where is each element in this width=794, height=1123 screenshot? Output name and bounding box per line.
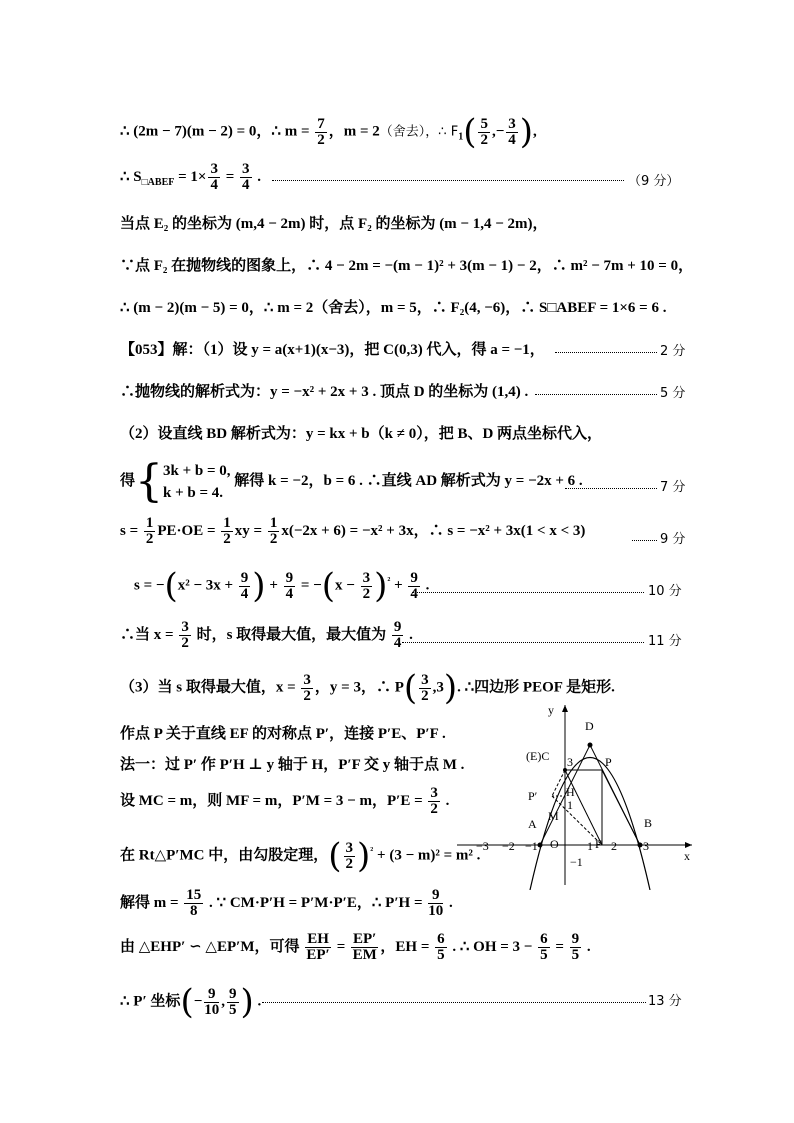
solution-line-20: ∴ P′ 坐标(− $\frac{9}{10}$ , $\frac{9}{5}$ ) . bbox=[120, 982, 262, 1022]
label-p: P bbox=[605, 755, 612, 769]
solution-line-19: 由 △EHP′ ∽ △EP′M，可得 $\frac{EH}{EP'}$ = $\frac{EP'}{EM}$ ，EH = $\frac{6}{5}$ . ∴ OH = 3 − $\frac{6}{5}$ = $\frac{9}{5}$ . bbox=[120, 931, 591, 963]
label-ec: (E)C bbox=[526, 749, 550, 763]
score-label: 5 分 bbox=[660, 386, 686, 401]
solution-line-9: 得{ 3k + b = 0, k + b = 4. 解得 k = −2，b = 6 . ∴直线 AD 解析式为 y = −2x + 6 . bbox=[120, 456, 583, 507]
label-p-prime: P′ bbox=[528, 789, 538, 803]
solution-line-5: ∴ (m − 2)(m − 5) = 0，∴ m = 2（舍去），m = 5，∴ F₂(4, −6)，∴ S□ABEF = 1×6 = 6 . bbox=[120, 300, 667, 316]
dotted-leader bbox=[632, 540, 657, 541]
label-o: O bbox=[550, 837, 559, 851]
dotted-leader bbox=[565, 488, 657, 489]
solution-line-6: 【053】解：（1）设 y = a(x+1)(x−3)，把 C(0,3) 代入，得 a = −1， bbox=[120, 342, 545, 358]
dotted-leader bbox=[262, 1002, 646, 1003]
x-axis-arrow bbox=[685, 842, 692, 848]
tick-3: 3 bbox=[643, 839, 649, 853]
score-label: 2 分 bbox=[660, 344, 686, 359]
solution-line-17: 在 Rt△P′MC 中，由勾股定理，( $\frac{3}{2}$ )$^{^2}$ + (3 − m)² = m² . bbox=[120, 836, 481, 876]
solution-line-3: 当点 E₂ 的坐标为 (m,4 − 2m) 时，点 F₂ 的坐标为 (m − 1,4 − 2m)， bbox=[120, 216, 548, 232]
solution-line-12: ∴当 x = $\frac{3}{2}$ 时，s 取得最大值，最大值为 $\frac{9}{4}$ . bbox=[120, 619, 413, 651]
tick-y-3: 3 bbox=[567, 755, 573, 769]
point-b bbox=[638, 843, 643, 848]
dotted-leader bbox=[272, 180, 624, 181]
label-b: B bbox=[644, 816, 653, 830]
solution-line-14: 作点 P 关于直线 EF 的对称点 P′，连接 P′E、P′F . bbox=[120, 726, 446, 742]
label-h: H bbox=[566, 785, 575, 799]
parabola-diagram bbox=[452, 700, 702, 890]
label-y: y bbox=[548, 703, 554, 717]
dotted-leader bbox=[555, 352, 657, 353]
label-one-y: 1 bbox=[567, 798, 573, 812]
tick-minus-1: −1 bbox=[525, 839, 538, 853]
segment-ep-prime bbox=[552, 770, 565, 796]
point-d bbox=[588, 743, 593, 748]
solution-line-18: 解得 m = $\frac{15}{8}$ . ∵ CM·P′H = P′M·P′E，∴ P′H = $\frac{9}{10}$ . bbox=[120, 887, 453, 919]
segment-pb bbox=[602, 770, 640, 845]
label-a: A bbox=[528, 817, 537, 831]
dotted-leader bbox=[402, 642, 644, 643]
solution-line-8: （2）设直线 BD 解析式为：y = kx + b（k ≠ 0），把 B、D 两点坐标代入， bbox=[120, 426, 603, 442]
label-m: M bbox=[548, 809, 559, 823]
score-label: 10 分 bbox=[648, 584, 682, 599]
point-a bbox=[538, 843, 543, 848]
solution-line-13: （3）当 s 取得最大值，x = $\frac{3}{2}$ ，y = 3，∴ P( $\frac{3}{2}$ ,3). ∴四边形 PEOF 是矩形. bbox=[120, 668, 615, 708]
score-label: 7 分 bbox=[660, 480, 686, 495]
solution-line-7: ∴抛物线的解析式为：y = −x² + 2x + 3 . 顶点 D 的坐标为 (1,4) . bbox=[120, 384, 529, 400]
tick-2: 2 bbox=[611, 839, 617, 853]
y-axis-arrow bbox=[562, 705, 568, 712]
label-d: D bbox=[585, 719, 594, 733]
tick-minus-2: −2 bbox=[502, 839, 515, 853]
solution-line-10: s = $\frac{1}{2}$ PE·OE = $\frac{1}{2}$ xy = $\frac{1}{2}$ x(−2x + 6) = −x² + 3x，∴ s = −x² + 3x(1 < x < 3) bbox=[120, 515, 586, 547]
solution-line-16: 设 MC = m，则 MF = m，P′M = 3 − m，P′E = $\frac{3}{2}$ . bbox=[120, 785, 450, 817]
label-f: F bbox=[595, 837, 602, 851]
solution-line-2: ∴ $S_{□ABEF} = 1\times$ $\frac{3}{4}$ = $\frac{3}{4}$ . bbox=[120, 161, 262, 193]
score-label: 11 分 bbox=[648, 634, 682, 649]
solution-line-1: ∴ (2m − 7)(m − 2) = 0，∴ m = $\frac{7}{2}$ ，m = 2（舍去），∴ $F_1$( $\frac{5}{2}$ ,− $\frac{3}{4}$ ), bbox=[120, 112, 537, 152]
solution-line-11: s = −(x² − 3x + $\frac{9}{4}$ ) + $\frac{9}{4}$ = −(x − $\frac{3}{2}$ )$^{^2}$ + $\frac{9}{4}$ . bbox=[134, 566, 430, 606]
fraction: $\frac{7}{2}$ bbox=[317, 115, 325, 148]
tick-y-minus-1: −1 bbox=[570, 855, 583, 869]
dotted-leader bbox=[535, 394, 657, 395]
score-label: （9 分） bbox=[628, 174, 680, 189]
score-label: 9 分 bbox=[660, 532, 686, 547]
label-x: x bbox=[684, 849, 690, 863]
tick-1: 1 bbox=[587, 839, 593, 853]
solution-line-4: ∵点 F₂ 在抛物线的图象上，∴ 4 − 2m = −(m − 1)² + 3(m − 1) − 2，∴ m² − 7m + 10 = 0， bbox=[120, 258, 694, 274]
dotted-leader bbox=[412, 592, 644, 593]
parabola-curve bbox=[530, 758, 653, 891]
score-label: 13 分 bbox=[648, 994, 682, 1009]
solution-line-15: 法一：过 P′ 作 P′H ⊥ y 轴于 H，P′F 交 y 轴于点 M . bbox=[120, 757, 465, 773]
tick-minus-3: −3 bbox=[476, 839, 489, 853]
